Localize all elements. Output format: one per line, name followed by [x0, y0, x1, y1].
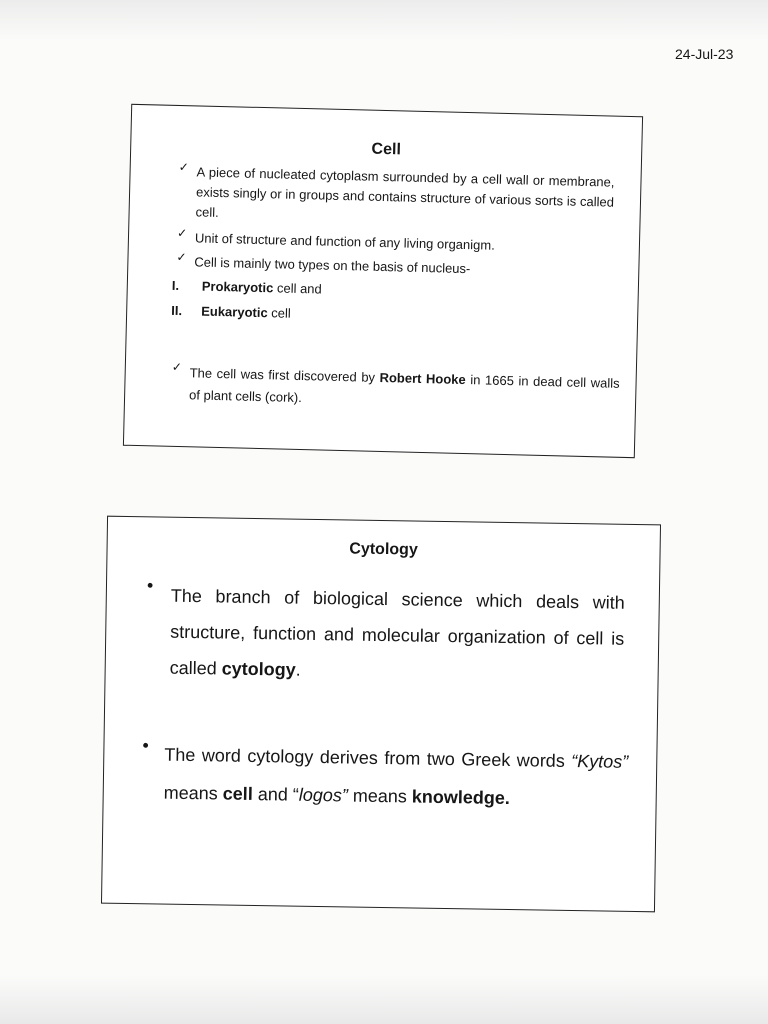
slide-cell: [123, 104, 643, 458]
list-item-text: cell and: [273, 280, 322, 297]
list-item-text: cell: [267, 305, 291, 321]
etymology-part: The word cytology derives from two Greek words: [164, 744, 572, 771]
list-item-bold: Eukaryotic: [201, 303, 268, 321]
scan-shadow-bottom: [0, 975, 768, 1024]
list-item-bold: Prokaryotic: [201, 278, 274, 296]
discoverer-name: Robert Hooke: [379, 369, 466, 388]
discovery-text-part: in 1665 in dead cell walls of plant cells (cork).: [188, 372, 620, 406]
etymology-part: means: [163, 782, 223, 804]
cell-types-text: Cell is mainly two types on the basis of nucleus-: [194, 254, 471, 277]
cell-unit-text: Unit of structure and function of any living organigm.: [194, 230, 495, 253]
etymology-part: and “: [252, 783, 299, 805]
etymology-text: [163, 736, 628, 819]
list-item: [202, 279, 322, 297]
definition-text: .: [295, 659, 301, 680]
check-icon: ✓: [171, 359, 183, 375]
discovery-text-part: The cell was first discovered by: [189, 365, 380, 385]
scan-shadow-top: [0, 0, 768, 40]
check-icon: ✓: [178, 159, 189, 175]
greek-word: “Kytos”: [571, 750, 629, 772]
bullet-icon: •: [142, 735, 149, 756]
list-numeral: II.: [171, 302, 183, 319]
list-numeral: I.: [171, 277, 180, 294]
slide-cytology: [101, 516, 661, 913]
definition-text: The branch of biological science which deals with structure, function and molecular organization of cell is called: [169, 585, 625, 679]
bullet-icon: •: [146, 575, 154, 596]
check-icon: ✓: [176, 249, 187, 265]
list-item: [201, 304, 291, 321]
greek-word: logos”: [298, 784, 348, 806]
definition-term: cytology: [221, 658, 296, 680]
slide-title: Cytology: [349, 540, 418, 559]
cell-definition: A piece of nucleated cytoplasm surrounded by a cell wall or membrane, exists singly or in groups and contains structure of various sorts is called cell.: [195, 164, 615, 220]
meaning-word: knowledge.: [411, 786, 511, 809]
etymology-part: means: [347, 785, 413, 807]
page-date: 24-Jul-23: [675, 46, 734, 62]
slide-title: Cell: [371, 140, 402, 159]
meaning-word: cell: [222, 783, 253, 804]
discovery-text: [189, 362, 620, 416]
cytology-definition: [169, 578, 625, 693]
check-icon: ✓: [176, 225, 188, 241]
